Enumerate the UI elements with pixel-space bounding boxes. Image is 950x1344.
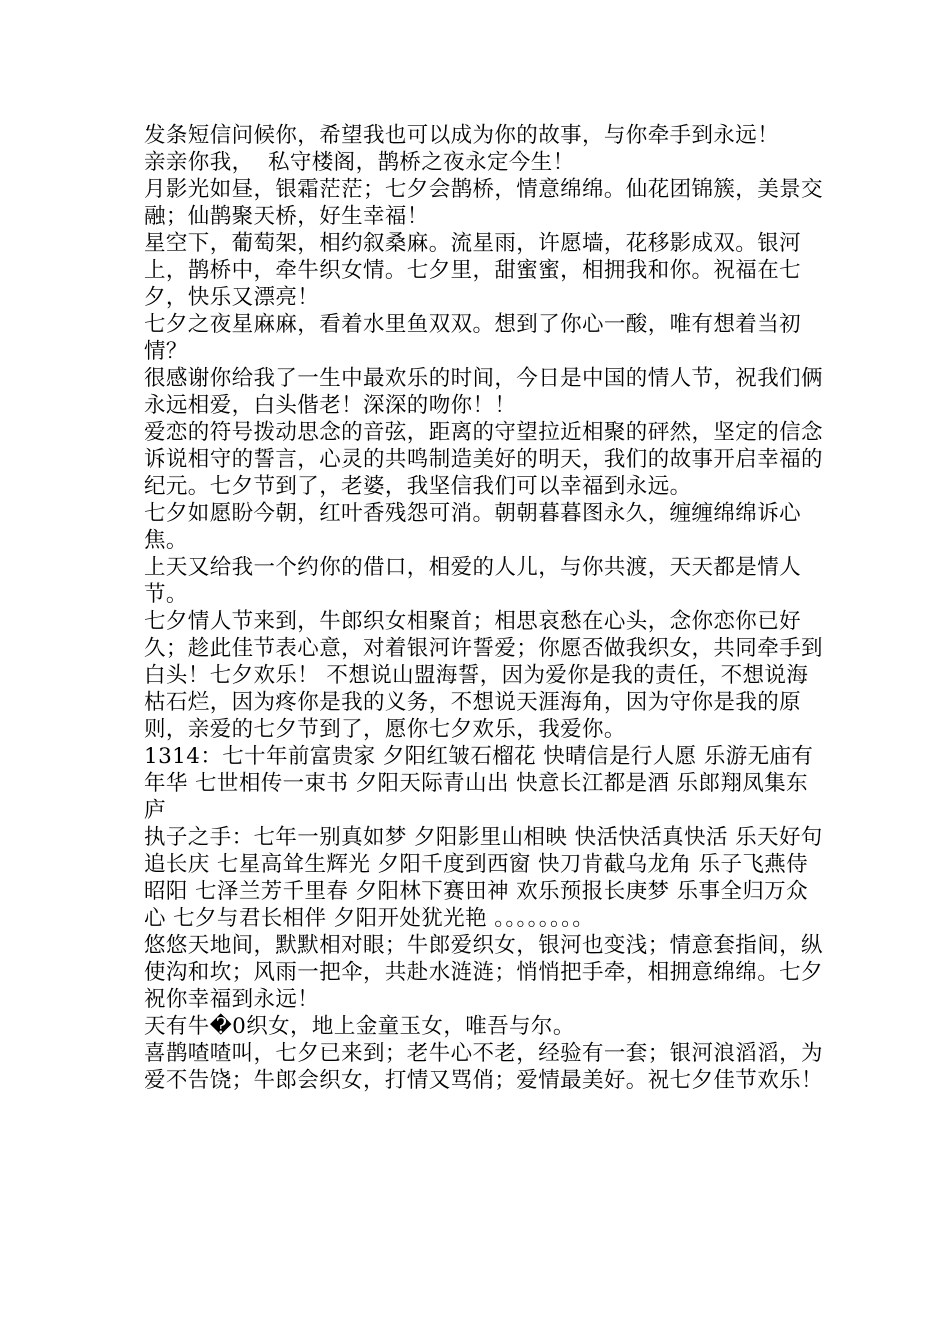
paragraph-12: 执子之手：七年一别真如梦 夕阳影里山相映 快活快活真快活 乐天好句追长庆 七星高耸生辉光 夕阳千度到西窗 快刀肯截乌龙角 乐子飞燕侍昭阳 七泽兰芳千里春 夕阳林下赛田神 欢乐预报长庚梦 乐事全归万众心 七夕与君长相伴 夕阳开处犹光艳 。。。。。。。。 — [144, 825, 823, 931]
paragraph-4: 星空下，葡萄架，相约叙桑麻。流星雨，许愿墙，花移影成双。银河上，鹊桥中，牵牛织女情。七夕里，甜蜜蜜，相拥我和你。祝福在七夕，快乐又漂亮！ — [144, 231, 802, 310]
document-body — [144, 122, 826, 1094]
paragraph-10: 七夕情人节来到，牛郎织女相聚首；相思哀愁在心头，念你恋你已好久；趁此佳节表心意，对着银河许誓爱；你愿否做我织女，共同牵手到白头！七夕欢乐！ 不想说山盟海誓，因为爱你是我的责任，不想说海枯石烂，因为疼你是我的义务，不想说天涯海角，因为守你是我的原则，亲爱的七夕节到了，愿你七夕欢乐，我爱你。 — [144, 609, 823, 742]
paragraph-7: 爱恋的符号拨动思念的音弦，距离的守望拉近相聚的砰然，坚定的信念诉说相守的誓言，心灵的共鸣制造美好的明天，我们的故事开启幸福的纪元。七夕节到了，老婆，我坚信我们可以幸福到永远。 — [144, 420, 823, 499]
paragraph-6: 很感谢你给我了一生中最欢乐的时间，今日是中国的情人节，祝我们俩永远相爱，白头偕老！深深的吻你！！ — [144, 366, 823, 418]
paragraph-13: 悠悠天地间，默默相对眼；牛郎爱织女，银河也变浅；情意套指间，纵使沟和坎；风雨一把伞，共赴水涟涟；悄悄把手牵，相拥意绵绵。七夕祝你幸福到永远！ — [144, 933, 823, 1012]
paragraph-11: 1314：七十年前富贵家 夕阳红皱石榴花 快晴信是行人愿 乐游无庙有年华 七世相传一束书 夕阳天际青山出 快意长江都是酒 乐郎翔凤集东庐 — [144, 744, 814, 823]
paragraph-15: 喜鹊喳喳叫，七夕已来到；老牛心不老，经验有一套；银河浪滔滔，为爱不告饶；牛郎会织女，打情又骂俏；爱情最美好。祝七夕佳节欢乐！ — [144, 1041, 823, 1093]
paragraph-9: 上天又给我一个约你的借口，相爱的人儿，与你共渡，天天都是情人节。 — [144, 555, 802, 607]
paragraph-2: 亲亲你我， 私守楼阁，鹊桥之夜永定今生！ — [144, 150, 575, 175]
paragraph-3: 月影光如昼，银霜茫茫；七夕会鹊桥，情意绵绵。仙花团锦簇，美景交融；仙鹊聚天桥，好生幸福！ — [144, 177, 823, 229]
paragraph-14: 天有牛�0织女，地上金童玉女，唯吾与尔。 — [144, 1014, 575, 1039]
paragraph-8: 七夕如愿盼今朝，红叶香残怨可消。朝朝暮暮图永久，缠缠绵绵诉心焦。 — [144, 501, 802, 553]
paragraph-5: 七夕之夜星麻麻，看着水里鱼双双。想到了你心一酸，唯有想着当初情？ — [144, 312, 802, 364]
paragraph-1: 发条短信问候你，希望我也可以成为你的故事，与你牵手到永远！ — [144, 123, 780, 148]
